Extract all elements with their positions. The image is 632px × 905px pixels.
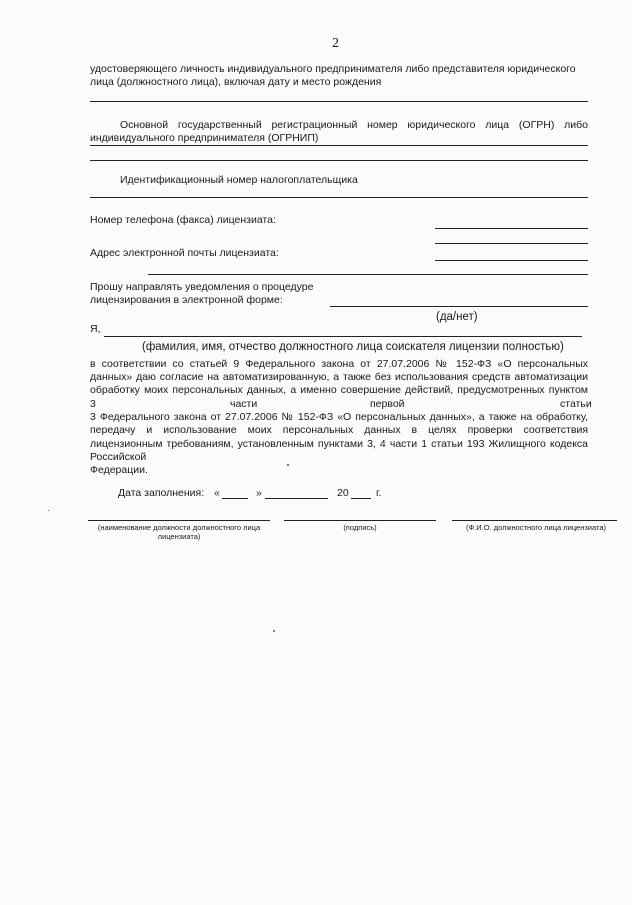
consent-line-9: Федерации. xyxy=(90,464,148,476)
intro-line-1: удостоверяющего личность индивидуального предпринимателя либо представителя юридического xyxy=(90,63,576,75)
phone-field-line-2[interactable] xyxy=(435,243,588,244)
date-year-field[interactable] xyxy=(351,498,371,499)
intro-line-2: лица (должностного лица), включая дату и место рождения xyxy=(90,76,382,88)
ogrn-line-2: индивидуального предпринимателя (ОГРНИП) xyxy=(90,132,319,144)
email-field-line-2[interactable] xyxy=(148,274,588,275)
identity-field-line[interactable] xyxy=(90,101,588,102)
consent-line-4-a: 3 xyxy=(90,398,96,410)
phone-label: Номер телефона (факса) лицензиата: xyxy=(90,214,276,226)
consent-line-7: лицензионным требованиям, установленным пунктами 3, 4 части 1 статьи 193 Жилищного кодекса xyxy=(90,438,588,450)
notify-line-2: лицензирования в электронной форме: xyxy=(90,294,283,306)
date-close-quote: » xyxy=(256,487,262,499)
consent-line-8: Российской xyxy=(90,451,147,463)
consent-line-6: передачу и использование моих персональных данных в целях проверки соответствия xyxy=(90,424,588,436)
ogrn-field-line-1[interactable] xyxy=(90,145,588,146)
fio-hint: (фамилия, имя, отчество должностного лица соискателя лицензии полностью) xyxy=(142,341,564,353)
consent-line-4-c: первой xyxy=(370,398,405,410)
notify-line-1: Прошу направлять уведомления о процедуре xyxy=(90,281,314,293)
fio-signature-field-line[interactable] xyxy=(452,520,617,521)
ogrn-line-1: Основной государственный регистрационный номер юридического лица (ОГРН) либо xyxy=(120,119,588,131)
date-open-quote: « xyxy=(214,487,220,499)
date-month-field[interactable] xyxy=(265,498,328,499)
consent-line-4-b: части xyxy=(230,398,258,410)
consent-line-2: данных» даю согласие на автоматизированную, а также без использования средств автоматизации xyxy=(90,371,588,383)
notify-field-line[interactable] xyxy=(330,306,588,307)
inn-label: Идентификационный номер налогоплательщика xyxy=(120,174,358,186)
ogrn-field-line-2[interactable] xyxy=(90,160,588,161)
date-year-prefix: 20 xyxy=(337,487,349,499)
email-label: Адрес электронной почты лицензиата: xyxy=(90,247,279,259)
signature-hint: (подпись) xyxy=(343,523,377,532)
notify-hint: (да/нет) xyxy=(436,311,478,323)
signature-field-line[interactable] xyxy=(284,520,436,521)
page-number: 2 xyxy=(332,36,339,51)
date-year-suffix: г. xyxy=(376,487,382,499)
email-field-line[interactable] xyxy=(435,260,588,261)
fio-field-line[interactable] xyxy=(104,336,582,337)
consent-line-1: в соответствии со статьей 9 Федерального закона от 27.07.2006 № 152-ФЗ «О персональных xyxy=(90,358,588,370)
date-day-field[interactable] xyxy=(222,498,248,499)
consent-line-4-d: статьи xyxy=(560,398,592,410)
phone-field-line[interactable] xyxy=(435,228,588,229)
consent-line-5: 3 Федерального закона от 27.07.2006 № 152-ФЗ «О персональных данных», а также на обработку, xyxy=(90,411,588,423)
position-field-line[interactable] xyxy=(88,520,270,521)
position-hint: (наименование должности должностного лица лицензиата) xyxy=(97,523,261,541)
scan-speck xyxy=(287,464,289,466)
fio-signature-hint: (Ф.И.О. должностного лица лицензиата) xyxy=(465,523,607,532)
scan-speck xyxy=(273,630,275,632)
inn-field-line[interactable] xyxy=(90,197,588,198)
i-label: Я, xyxy=(90,323,101,335)
scan-speck xyxy=(48,510,49,511)
date-label: Дата заполнения: xyxy=(118,487,205,499)
consent-line-3: обработку моих персональных данных, а именно совершение действий, предусмотренных пунктом xyxy=(90,384,588,396)
